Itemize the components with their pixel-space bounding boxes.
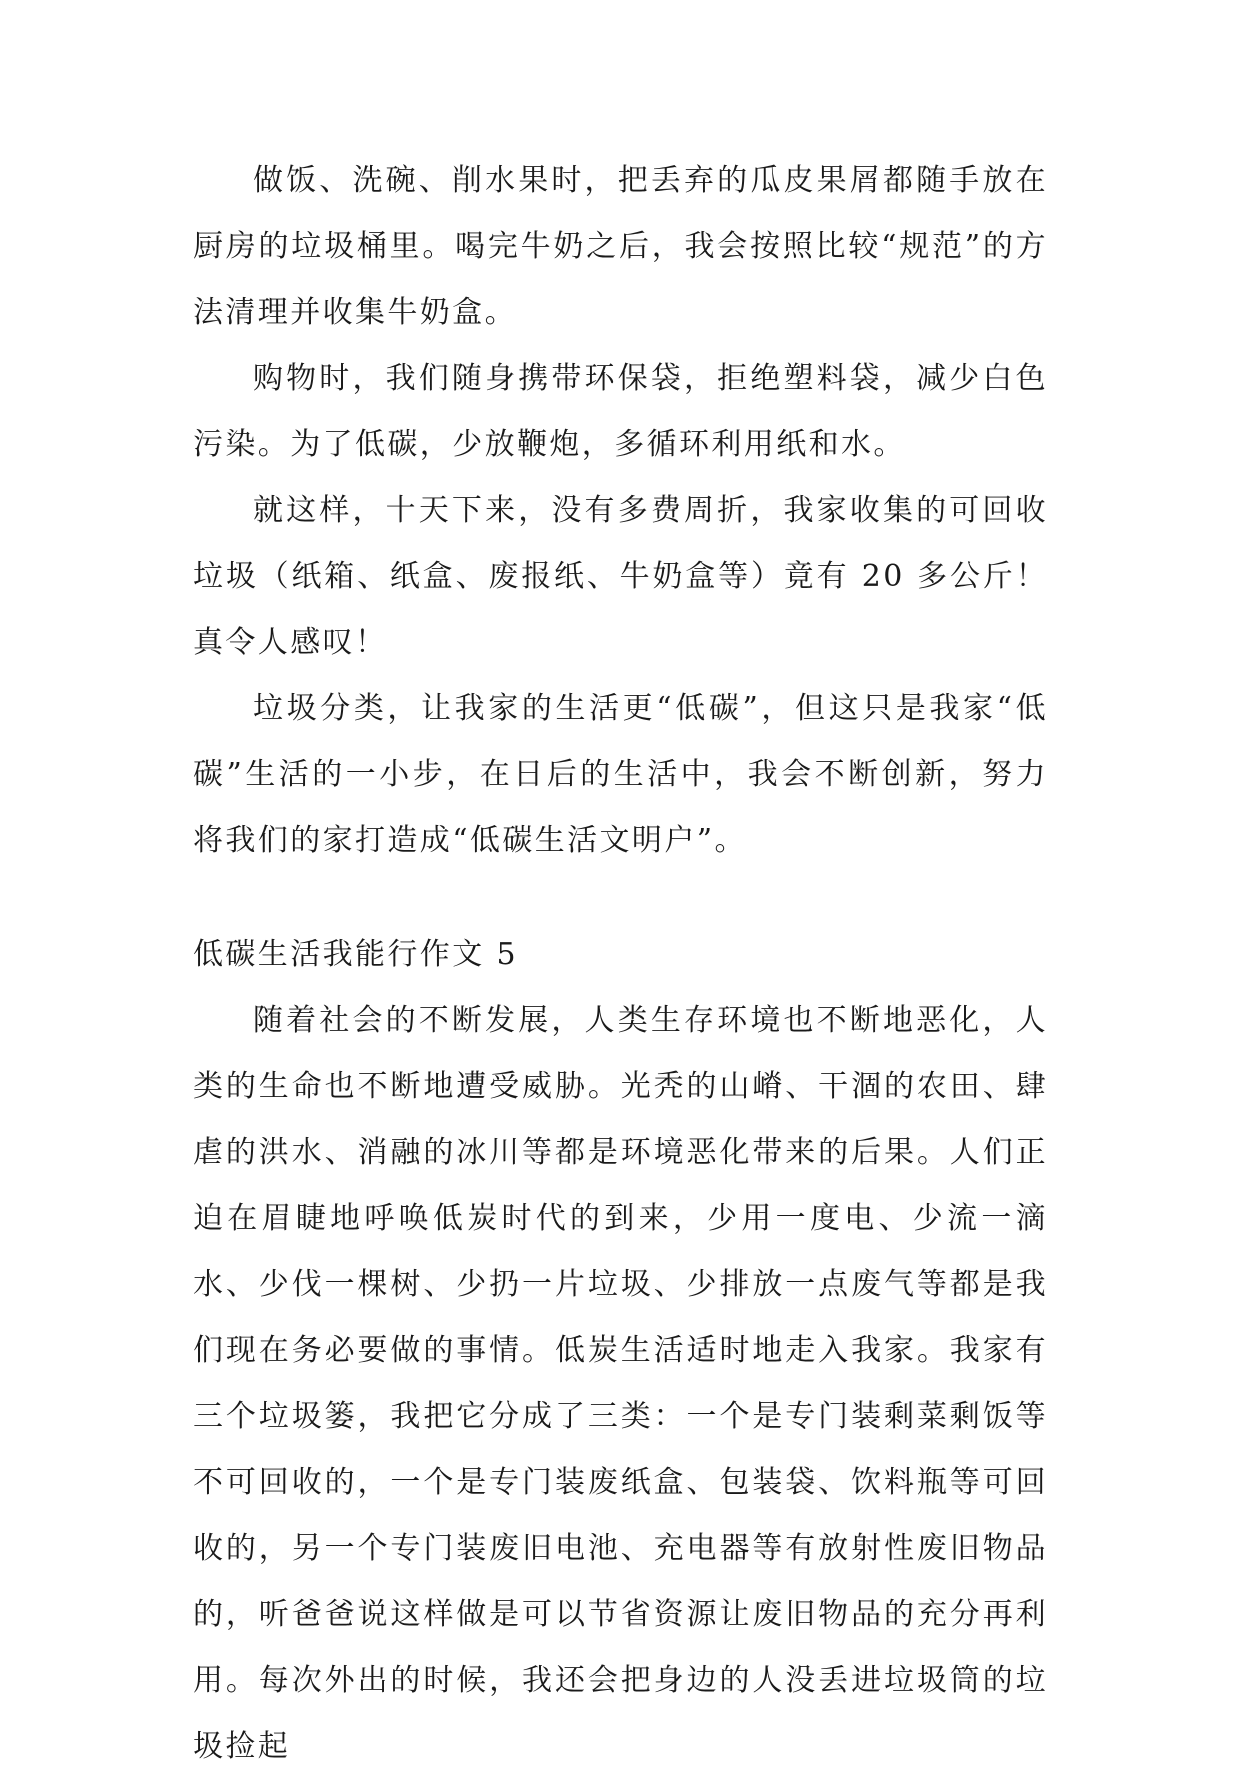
paragraph-essay-5: 随着社会的不断发展，人类生存环境也不断地恶化，人类的生命也不断地遭受威胁。光秃的山嵴、干涸的农田、肆虐的洪水、消融的冰川等都是环境恶化带来的后果。人们正迫在眉睫地呼唤低炭时代的到来，少用一度电、少流一滴水、少伐一棵树、少扔一片垃圾、少排放一点废气等都是我们现在务必要做的事情。低炭生活适时地走入我家。我家有三个垃圾篓，我把它分成了三类：一个是专门装剩菜剩饭等不可回收的，一个是专门装废纸盒、包装袋、饮料瓶等可回收的，另一个专门装废旧电池、充电器等有放射性废旧物品的，听爸爸说这样做是可以节省资源让废旧物品的充分再利用。每次外出的时候，我还会把身边的人没丢进垃圾筒的垃圾捡起: [193, 1003, 1048, 1764]
document-body: [193, 148, 1048, 1780]
paragraph-shopping: 购物时，我们随身携带环保袋，拒绝塑料袋，减少白色污染。为了低碳，少放鞭炮，多循环利用纸和水。: [193, 361, 1048, 462]
paragraph-ten-days: 就这样，十天下来，没有多费周折，我家收集的可回收垃圾（纸箱、纸盒、废报纸、牛奶盒等）竟有 20 多公斤！真令人感叹！: [193, 493, 1048, 660]
paragraph-cooking: 做饭、洗碗、削水果时，把丢弃的瓜皮果屑都随手放在厨房的垃圾桶里。喝完牛奶之后，我会按照比较“规范”的方法清理并收集牛奶盒。: [193, 163, 1048, 330]
section-title: 低碳生活我能行作文 5: [193, 937, 519, 972]
paragraph-conclusion: 垃圾分类，让我家的生活更“低碳”，但这只是我家“低碳”生活的一小步，在日后的生活中，我会不断创新，努力将我们的家打造成“低碳生活文明户”。: [193, 691, 1048, 858]
